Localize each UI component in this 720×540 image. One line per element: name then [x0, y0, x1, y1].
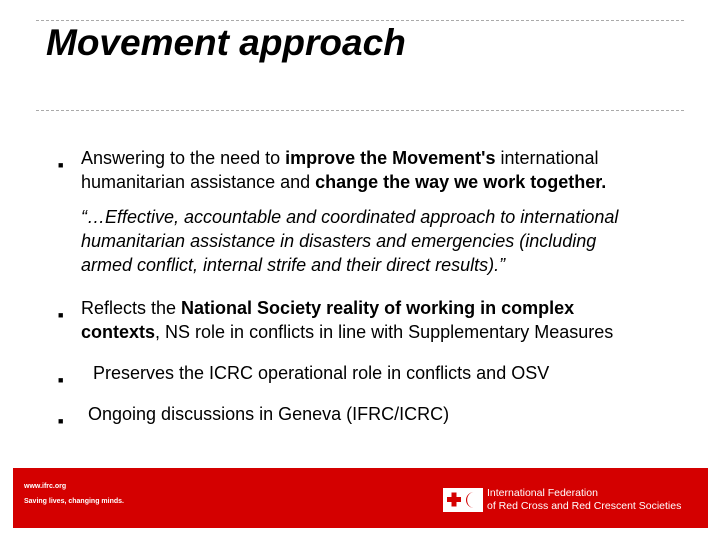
quote-block	[81, 205, 618, 277]
title-divider	[36, 110, 684, 111]
bold-text: National Society reality of working in complex	[181, 298, 575, 318]
organization-name	[487, 487, 681, 513]
bullet-line: contexts, NS role in conflicts in line with Supplementary Measures	[81, 322, 614, 342]
bold-text: change the way we work together.	[315, 172, 607, 192]
bullet-line: Preserves the ICRC operational role in conflicts and OSV	[93, 363, 550, 383]
bullet-line: Reflects the National Society reality of working in complex	[81, 298, 575, 318]
bullet-marker-icon: ■	[58, 160, 64, 170]
bullet-marker-icon: ■	[58, 310, 64, 320]
bullet-marker-icon: ■	[58, 416, 64, 426]
quote-line: “…Effective, accountable and coordinated approach to international	[81, 207, 619, 227]
slide-title: Movement approach	[46, 22, 406, 63]
bullet-marker-icon: ■	[58, 375, 64, 385]
bullet-line: Ongoing discussions in Geneva (IFRC/ICRC)	[88, 404, 450, 424]
red-cross-crescent-logo-icon	[443, 488, 483, 512]
bold-text: improve the Movement's	[285, 148, 496, 168]
bullet-line: humanitarian assistance and change the way we work together.	[81, 172, 607, 192]
bold-text: contexts	[81, 322, 156, 342]
footer-url[interactable]: www.ifrc.org	[24, 483, 67, 490]
bullet-line: Answering to the need to improve the Movement's international	[81, 148, 599, 168]
footer-bar	[13, 468, 708, 528]
org-line: International Federation	[487, 487, 598, 499]
quote-line: armed conflict, internal strife and their direct results).”	[81, 255, 506, 275]
footer-tagline: Saving lives, changing minds.	[24, 498, 124, 505]
org-line: of Red Cross and Red Crescent Societies	[487, 500, 682, 512]
quote-line: humanitarian assistance in disasters and emergencies (including	[81, 231, 597, 251]
top-divider	[36, 20, 684, 21]
